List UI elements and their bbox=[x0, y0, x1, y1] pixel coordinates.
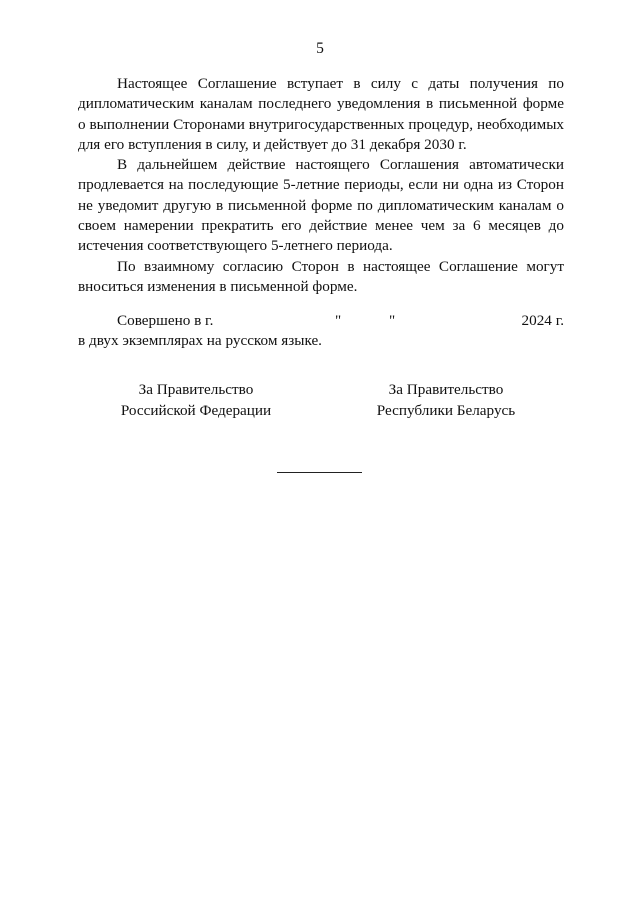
agreement-body bbox=[78, 74, 564, 297]
signatory-right-line2: Республики Беларусь bbox=[376, 401, 516, 419]
end-of-document-rule bbox=[277, 472, 362, 473]
signing-place-label: Совершено в г. bbox=[117, 312, 214, 329]
date-quote-close: " bbox=[389, 312, 396, 329]
signatory-russian-federation bbox=[76, 380, 316, 421]
signing-year: 2024 г. bbox=[521, 312, 564, 329]
page-number: 5 bbox=[316, 40, 324, 57]
paragraph-automatic-extension: В дальнейшем действие настоящего Соглашения автоматически продлевается на последующие 5-летние периоды, если ни одна из Сторон не уведомит другую в письменной форме по дипломатическим каналам о своем намерении прекратить его действие менее чем за 6 месяцев до истечения соответствующего 5-летнего периода. bbox=[78, 156, 564, 255]
signatory-republic-of-belarus bbox=[326, 380, 566, 421]
signatory-left-line2: Российской Федерации bbox=[120, 401, 272, 419]
copies-statement: в двух экземплярах на русском языке. bbox=[78, 332, 322, 349]
signatory-left-line1: За Правительство bbox=[138, 381, 254, 398]
signatory-right-line1: За Правительство bbox=[388, 381, 504, 398]
date-quote-open: " bbox=[335, 312, 342, 329]
paragraph-entry-into-force: Настоящее Соглашение вступает в силу с даты получения по дипломатическим каналам последнего уведомления в письменной форме о выполнении Сторонами внутригосударственных процедур, необходимых для его вступления в силу, и действует до 31 декабря 2030 г. bbox=[78, 75, 564, 153]
paragraph-amendments: По взаимному согласию Сторон в настоящее Соглашение могут вноситься изменения в письменной форме. bbox=[78, 257, 564, 295]
signing-place-date-line bbox=[78, 311, 564, 331]
